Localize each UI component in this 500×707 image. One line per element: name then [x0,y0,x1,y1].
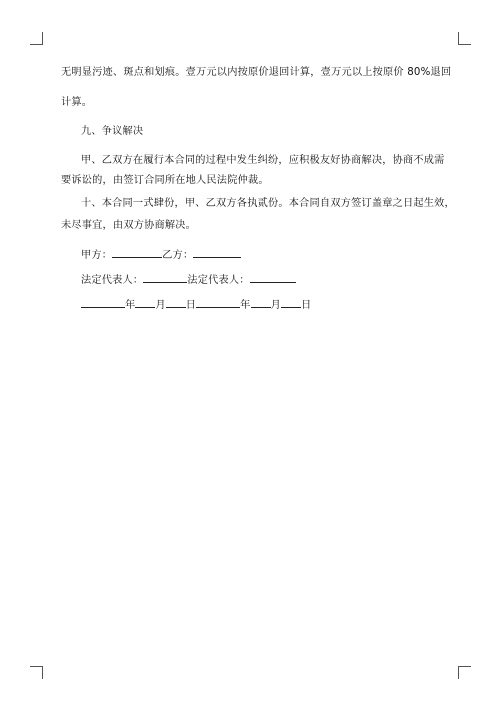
rep-a-blank [143,272,187,283]
paragraph-line: 无明显污迹、斑点和划痕。壹万元以内按原价退回计算，壹万元以上按原价 80%退回 [61,67,452,78]
paragraph-line: 计算。 [61,97,93,108]
paragraph-line: 十、本合同一式肆份，甲、乙双方各执贰份。本合同自双方签订盖章之日起生效， [81,198,455,209]
month-label-b: 月 [270,300,281,311]
rep-label-a: 法定代表人： [81,275,144,286]
party-b-label: 乙方： [162,250,194,261]
year-label-a: 年 [125,300,136,311]
signature-date-line [81,297,311,313]
day-label-b: 日 [300,300,312,311]
rep-label-b: 法定代表人： [187,275,250,286]
paragraph-line: 未尽事宜，由双方协商解决。 [61,220,197,231]
party-a-label: 甲方： [81,250,113,261]
party-a-blank [112,247,162,258]
signature-parties-line [81,247,241,263]
month-a-blank [135,297,155,308]
page-corner-mark-top-left [30,32,43,45]
rep-b-blank [250,272,296,283]
month-label-a: 月 [155,300,166,311]
year-label-b: 年 [240,300,251,311]
day-label-a: 日 [185,300,197,311]
page-corner-mark-top-right [458,32,471,45]
party-b-blank [193,247,241,258]
paragraph-line: 要诉讼的，由签订合同所在地人民法院仲裁。 [61,175,269,186]
page-corner-mark-bottom-right [458,666,471,679]
month-b-blank [251,297,271,308]
page-corner-mark-bottom-left [30,666,43,679]
day-a-blank [166,297,186,308]
year-a-blank [81,297,125,308]
year-b-blank [196,297,240,308]
day-b-blank [281,297,301,308]
paragraph-line: 甲、乙双方在履行本合同的过程中发生纠纷，应积极友好协商解决，协商不成需 [81,155,445,166]
section-heading-dispute: 九、争议解决 [81,126,144,137]
signature-representatives-line [81,272,296,288]
